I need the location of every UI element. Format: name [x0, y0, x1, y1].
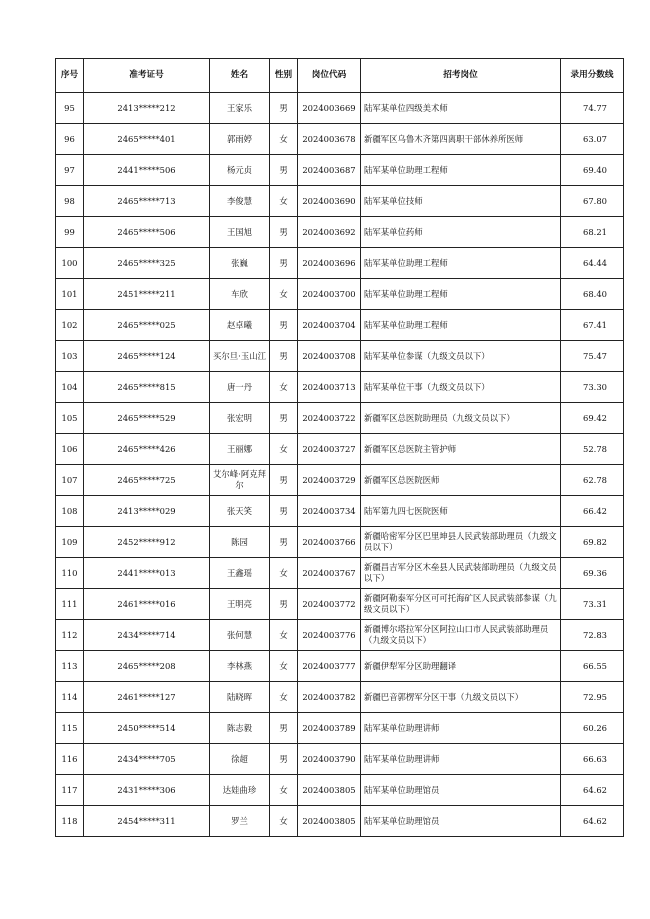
cell-position: 新疆军区乌鲁木齐第四离职干部休养所医师	[361, 124, 561, 155]
cell-gender: 女	[270, 775, 298, 806]
cell-position: 陆军某单位四级美术师	[361, 93, 561, 124]
cell-gender: 女	[270, 806, 298, 837]
cell-position: 陆军某单位助理工程师	[361, 310, 561, 341]
cell-gender: 男	[270, 713, 298, 744]
cell-position-code: 2024003727	[298, 434, 361, 465]
cell-name: 李俊慧	[210, 186, 270, 217]
cell-gender: 男	[270, 465, 298, 496]
cell-no: 108	[56, 496, 84, 527]
cell-exam-id: 2451*****211	[84, 279, 210, 310]
cell-position: 新疆伊犁军分区助理翻译	[361, 651, 561, 682]
cell-exam-id: 2441*****506	[84, 155, 210, 186]
header-name: 姓名	[210, 59, 270, 93]
cell-position-code: 2024003690	[298, 186, 361, 217]
cell-exam-id: 2413*****029	[84, 496, 210, 527]
cell-score: 67.41	[561, 310, 624, 341]
cell-name: 罗兰	[210, 806, 270, 837]
cell-name: 唐一丹	[210, 372, 270, 403]
table-body	[56, 93, 624, 837]
cell-exam-id: 2465*****401	[84, 124, 210, 155]
cell-no: 96	[56, 124, 84, 155]
cell-position-code: 2024003782	[298, 682, 361, 713]
cell-gender: 女	[270, 651, 298, 682]
cell-exam-id: 2465*****713	[84, 186, 210, 217]
cell-gender: 女	[270, 558, 298, 589]
cell-exam-id: 2465*****725	[84, 465, 210, 496]
cell-score: 69.40	[561, 155, 624, 186]
cell-no: 105	[56, 403, 84, 434]
header-score: 录用分数线	[561, 59, 624, 93]
table-header-row	[56, 59, 624, 93]
cell-name: 徐超	[210, 744, 270, 775]
cell-position: 陆军某单位助理馆员	[361, 806, 561, 837]
cell-no: 109	[56, 527, 84, 558]
cell-position: 新疆巴音郭楞军分区干事（九级文员以下）	[361, 682, 561, 713]
cell-position-code: 2024003805	[298, 806, 361, 837]
cell-no: 118	[56, 806, 84, 837]
cell-name: 王丽娜	[210, 434, 270, 465]
cell-exam-id: 2454*****311	[84, 806, 210, 837]
cell-position-code: 2024003776	[298, 620, 361, 651]
table-row	[56, 434, 624, 465]
cell-position: 新疆军区总医院助理员（九级文员以下）	[361, 403, 561, 434]
header-gender: 性别	[270, 59, 298, 93]
cell-name: 王家乐	[210, 93, 270, 124]
cell-no: 110	[56, 558, 84, 589]
cell-score: 66.55	[561, 651, 624, 682]
cell-exam-id: 2465*****815	[84, 372, 210, 403]
cell-gender: 男	[270, 403, 298, 434]
cell-position: 新疆哈密军分区巴里坤县人民武装部助理员（九级文员以下）	[361, 527, 561, 558]
cell-gender: 男	[270, 155, 298, 186]
cell-gender: 女	[270, 279, 298, 310]
table-row	[56, 310, 624, 341]
cell-name: 张巍	[210, 248, 270, 279]
header-position-code: 岗位代码	[298, 59, 361, 93]
cell-score: 60.26	[561, 713, 624, 744]
cell-no: 107	[56, 465, 84, 496]
cell-position-code: 2024003678	[298, 124, 361, 155]
cell-exam-id: 2450*****514	[84, 713, 210, 744]
cell-name: 王国旭	[210, 217, 270, 248]
cell-position-code: 2024003805	[298, 775, 361, 806]
cell-exam-id: 2431*****306	[84, 775, 210, 806]
cell-gender: 女	[270, 186, 298, 217]
cell-score: 66.42	[561, 496, 624, 527]
cell-gender: 女	[270, 620, 298, 651]
cell-no: 103	[56, 341, 84, 372]
table-row	[56, 620, 624, 651]
cell-name: 买尔旦·玉山江	[210, 341, 270, 372]
table-row	[56, 124, 624, 155]
cell-name: 张天笑	[210, 496, 270, 527]
table-row	[56, 744, 624, 775]
cell-exam-id: 2465*****325	[84, 248, 210, 279]
cell-position: 新疆阿勒泰军分区可可托海矿区人民武装部参谋（九级文员以下）	[361, 589, 561, 620]
cell-no: 115	[56, 713, 84, 744]
cell-exam-id: 2441*****013	[84, 558, 210, 589]
cell-no: 97	[56, 155, 84, 186]
cell-position: 陆军某单位助理工程师	[361, 155, 561, 186]
cell-name: 陈志毅	[210, 713, 270, 744]
cell-gender: 女	[270, 372, 298, 403]
cell-no: 95	[56, 93, 84, 124]
table-row	[56, 651, 624, 682]
header-exam-id: 准考证号	[84, 59, 210, 93]
cell-position: 新疆军区总医院医师	[361, 465, 561, 496]
cell-exam-id: 2434*****705	[84, 744, 210, 775]
cell-exam-id: 2465*****208	[84, 651, 210, 682]
cell-name: 王鑫瑶	[210, 558, 270, 589]
cell-name: 张何慧	[210, 620, 270, 651]
cell-position: 陆军某单位助理讲师	[361, 713, 561, 744]
cell-gender: 男	[270, 744, 298, 775]
cell-position: 陆军某单位助理工程师	[361, 279, 561, 310]
cell-no: 112	[56, 620, 84, 651]
cell-position-code: 2024003729	[298, 465, 361, 496]
cell-position-code: 2024003700	[298, 279, 361, 310]
table-row	[56, 589, 624, 620]
cell-gender: 女	[270, 434, 298, 465]
table-row	[56, 248, 624, 279]
cell-no: 111	[56, 589, 84, 620]
cell-position-code: 2024003722	[298, 403, 361, 434]
cell-position-code: 2024003766	[298, 527, 361, 558]
cell-score: 68.40	[561, 279, 624, 310]
table-row	[56, 496, 624, 527]
cell-name: 李林燕	[210, 651, 270, 682]
cell-gender: 男	[270, 217, 298, 248]
cell-score: 63.07	[561, 124, 624, 155]
cell-position-code: 2024003708	[298, 341, 361, 372]
cell-position: 新疆昌吉军分区木垒县人民武装部助理员（九级文员以下）	[361, 558, 561, 589]
table-row	[56, 558, 624, 589]
cell-position: 陆军某单位干事（九级文员以下）	[361, 372, 561, 403]
header-no: 序号	[56, 59, 84, 93]
cell-score: 67.80	[561, 186, 624, 217]
cell-position-code: 2024003669	[298, 93, 361, 124]
table-row	[56, 682, 624, 713]
cell-no: 99	[56, 217, 84, 248]
cell-score: 64.62	[561, 775, 624, 806]
cell-position-code: 2024003767	[298, 558, 361, 589]
cell-score: 52.78	[561, 434, 624, 465]
cell-position: 新疆军区总医院主管护师	[361, 434, 561, 465]
cell-position-code: 2024003692	[298, 217, 361, 248]
cell-gender: 男	[270, 341, 298, 372]
cell-score: 72.83	[561, 620, 624, 651]
cell-exam-id: 2465*****124	[84, 341, 210, 372]
table-row	[56, 93, 624, 124]
table-row	[56, 806, 624, 837]
cell-gender: 男	[270, 527, 298, 558]
cell-no: 100	[56, 248, 84, 279]
cell-gender: 男	[270, 589, 298, 620]
cell-exam-id: 2465*****426	[84, 434, 210, 465]
cell-name: 杨元贞	[210, 155, 270, 186]
cell-position-code: 2024003696	[298, 248, 361, 279]
cell-position-code: 2024003777	[298, 651, 361, 682]
cell-exam-id: 2461*****127	[84, 682, 210, 713]
cell-score: 75.47	[561, 341, 624, 372]
cell-gender: 男	[270, 496, 298, 527]
cell-name: 张宏明	[210, 403, 270, 434]
cell-gender: 女	[270, 682, 298, 713]
table-row	[56, 279, 624, 310]
cell-exam-id: 2461*****016	[84, 589, 210, 620]
cell-name: 王明亮	[210, 589, 270, 620]
table-row	[56, 403, 624, 434]
cell-position-code: 2024003772	[298, 589, 361, 620]
cell-exam-id: 2413*****212	[84, 93, 210, 124]
cell-score: 62.78	[561, 465, 624, 496]
cell-no: 117	[56, 775, 84, 806]
table-row	[56, 775, 624, 806]
cell-exam-id: 2452*****912	[84, 527, 210, 558]
table-row	[56, 341, 624, 372]
cell-name: 郭雨婷	[210, 124, 270, 155]
cell-position: 陆军某单位助理讲师	[361, 744, 561, 775]
cell-no: 114	[56, 682, 84, 713]
cell-name: 陆晓晖	[210, 682, 270, 713]
cell-score: 72.95	[561, 682, 624, 713]
cell-exam-id: 2465*****529	[84, 403, 210, 434]
cell-position: 陆军某单位药师	[361, 217, 561, 248]
cell-gender: 男	[270, 248, 298, 279]
cell-score: 73.30	[561, 372, 624, 403]
table-row	[56, 186, 624, 217]
cell-position: 陆军某单位参谋（九级文员以下）	[361, 341, 561, 372]
cell-exam-id: 2465*****025	[84, 310, 210, 341]
cell-exam-id: 2465*****506	[84, 217, 210, 248]
cell-score: 64.62	[561, 806, 624, 837]
cell-no: 102	[56, 310, 84, 341]
cell-score: 68.21	[561, 217, 624, 248]
cell-position-code: 2024003687	[298, 155, 361, 186]
cell-position: 新疆博尔塔拉军分区阿拉山口市人民武装部助理员（九级文员以下）	[361, 620, 561, 651]
cell-name: 艾尔峰·阿克拜尔	[210, 465, 270, 496]
cell-no: 113	[56, 651, 84, 682]
cell-gender: 男	[270, 93, 298, 124]
cell-score: 69.42	[561, 403, 624, 434]
cell-position-code: 2024003704	[298, 310, 361, 341]
cell-score: 66.63	[561, 744, 624, 775]
cell-position: 陆军第九四七医院医师	[361, 496, 561, 527]
cell-score: 69.36	[561, 558, 624, 589]
cell-name: 达娃曲珍	[210, 775, 270, 806]
cell-position-code: 2024003789	[298, 713, 361, 744]
cell-position: 陆军某单位助理馆员	[361, 775, 561, 806]
table-row	[56, 372, 624, 403]
header-position: 招考岗位	[361, 59, 561, 93]
cell-no: 116	[56, 744, 84, 775]
cell-name: 陈园	[210, 527, 270, 558]
cell-score: 74.77	[561, 93, 624, 124]
cell-no: 104	[56, 372, 84, 403]
cell-gender: 男	[270, 310, 298, 341]
cell-score: 73.31	[561, 589, 624, 620]
cell-name: 车欣	[210, 279, 270, 310]
table-row	[56, 217, 624, 248]
cell-position: 陆军某单位技师	[361, 186, 561, 217]
cell-name: 赵卓曦	[210, 310, 270, 341]
cell-no: 106	[56, 434, 84, 465]
table-row	[56, 465, 624, 496]
cell-position: 陆军某单位助理工程师	[361, 248, 561, 279]
cell-position-code: 2024003790	[298, 744, 361, 775]
cell-no: 101	[56, 279, 84, 310]
table-row	[56, 527, 624, 558]
results-table	[55, 58, 624, 837]
table-row	[56, 155, 624, 186]
results-sheet	[55, 58, 623, 837]
cell-gender: 女	[270, 124, 298, 155]
cell-score: 69.82	[561, 527, 624, 558]
table-row	[56, 713, 624, 744]
cell-score: 64.44	[561, 248, 624, 279]
cell-position-code: 2024003713	[298, 372, 361, 403]
cell-no: 98	[56, 186, 84, 217]
cell-exam-id: 2434*****714	[84, 620, 210, 651]
cell-position-code: 2024003734	[298, 496, 361, 527]
